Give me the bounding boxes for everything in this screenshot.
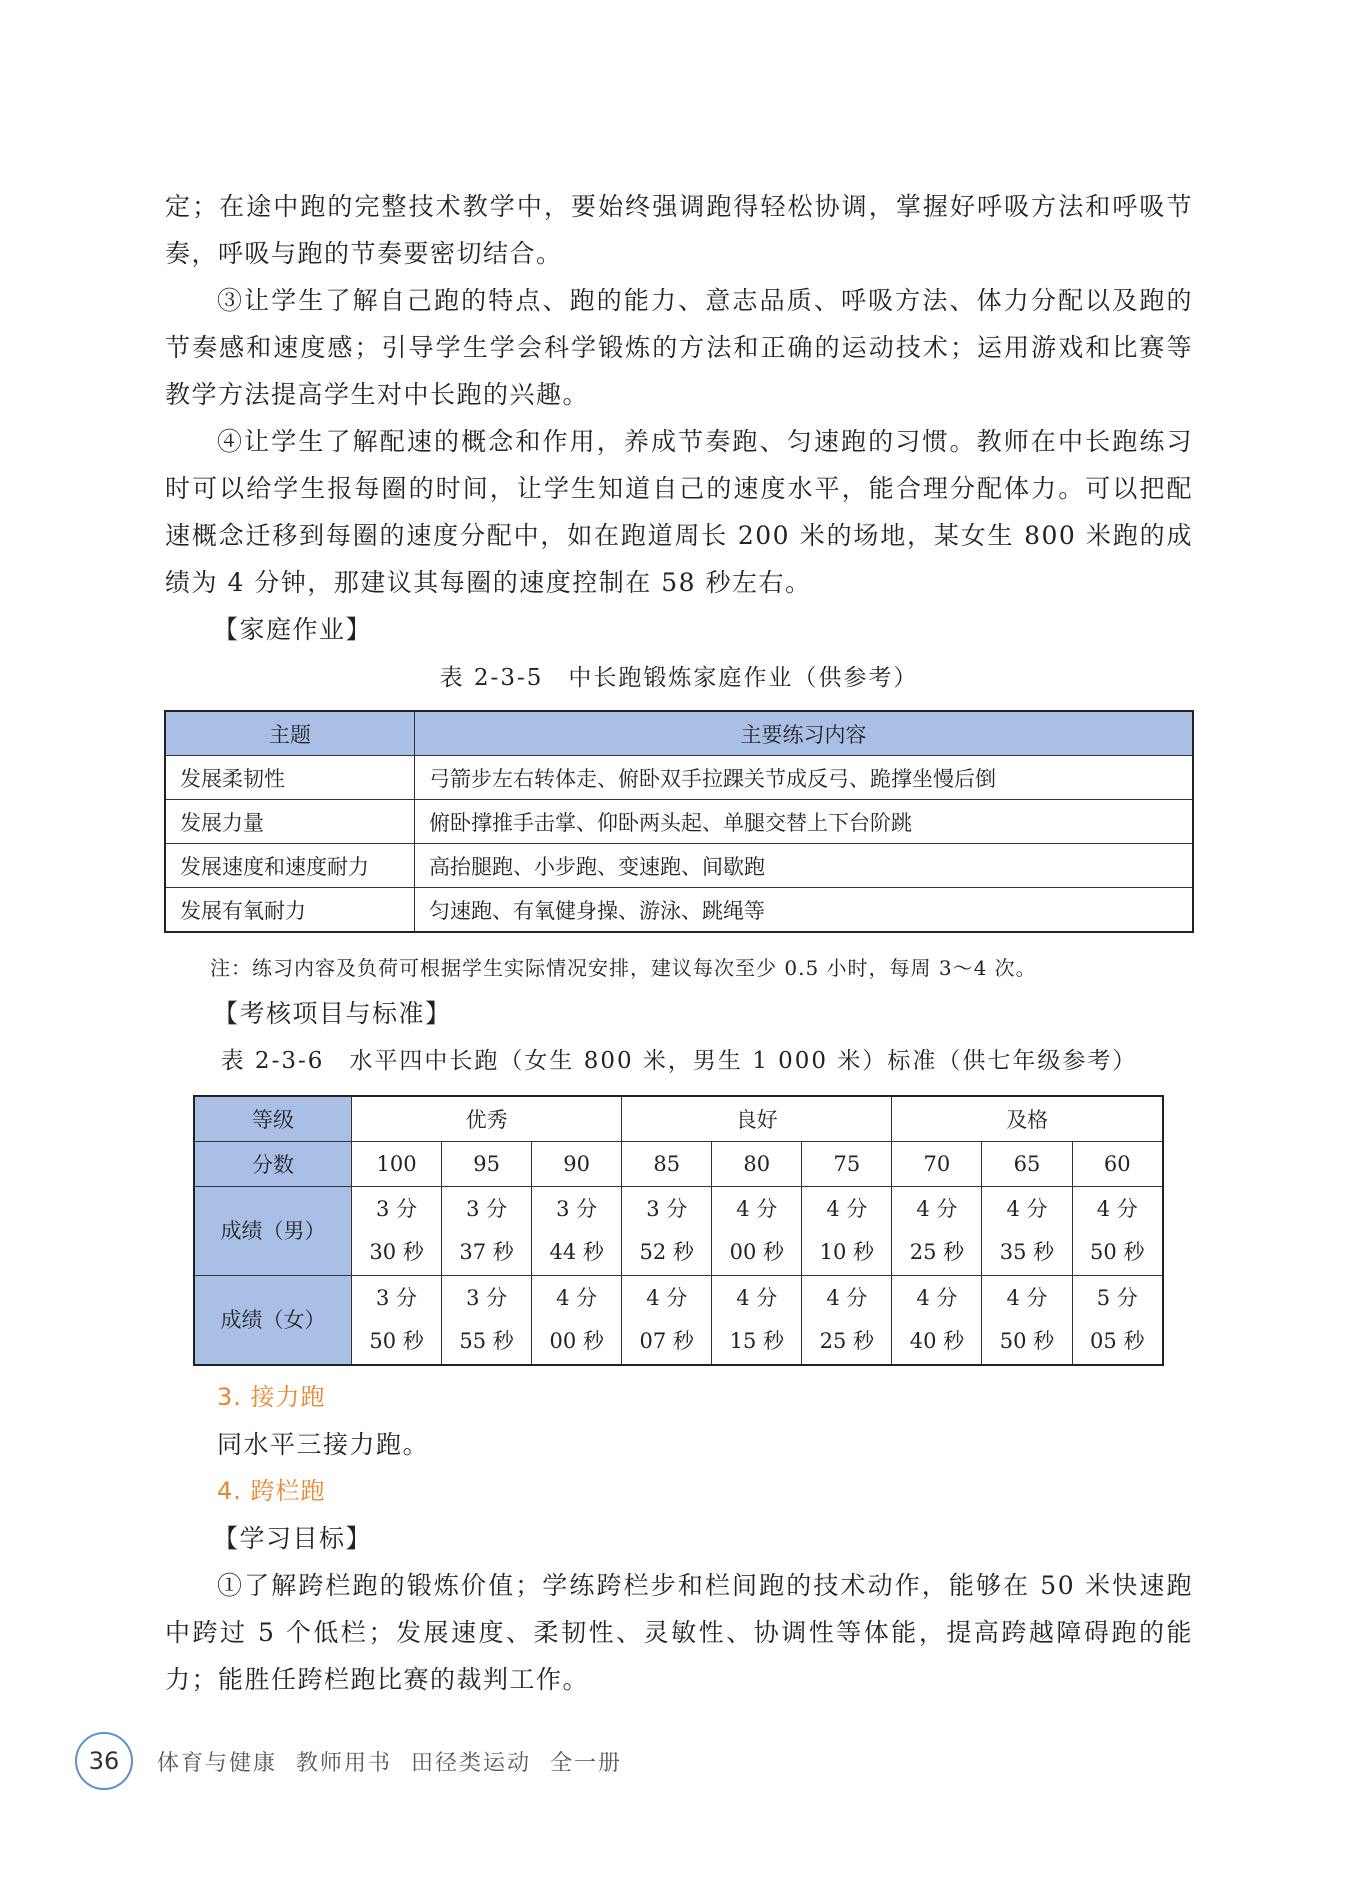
time-min: 4 分 (916, 1286, 958, 1310)
row-content: 弓箭步左右转体走、俯卧双手拉踝关节成反弓、跪撑坐慢后倒 (415, 756, 1194, 800)
time-cell (802, 1187, 892, 1276)
time-sec: 05 秒 (1090, 1329, 1145, 1353)
table-header-row (165, 711, 1193, 756)
score-cell: 80 (712, 1142, 802, 1187)
time-min: 4 分 (1096, 1197, 1138, 1221)
time-cell (982, 1276, 1072, 1366)
score-cell: 85 (622, 1142, 712, 1187)
row-topic: 发展速度和速度耐力 (165, 844, 415, 888)
row-topic: 发展柔韧性 (165, 756, 415, 800)
grade-excellent: 优秀 (352, 1096, 622, 1142)
time-sec: 00 秒 (549, 1329, 604, 1353)
assessment-heading: 【考核项目与标准】 (213, 999, 452, 1028)
hurdle-heading: 4. 跨栏跑 (217, 1477, 326, 1505)
time-cell (1072, 1187, 1163, 1276)
row-topic: 发展力量 (165, 800, 415, 844)
paragraph-goal-4: ④让学生了解配速的概念和作用，养成节奏跑、匀速跑的习惯。教师在中长跑练习时可以给学生报每圈的时间，让学生知道自己的速度水平，能合理分配体力。可以把配速概念迁移到每圈的速度分配中，如在跑道周长 200 米的场地，某女生 800 米跑的成绩为 4 分钟，那建议其每圈的速度控制在 58 秒左右。 (165, 427, 1193, 597)
time-cell (532, 1276, 622, 1366)
grade-label: 等级 (194, 1096, 352, 1142)
time-sec: 50 秒 (1090, 1240, 1145, 1264)
time-cell (352, 1187, 442, 1276)
time-sec: 37 秒 (459, 1240, 514, 1264)
time-cell (622, 1276, 712, 1366)
time-sec: 35 秒 (999, 1240, 1055, 1264)
female-row (194, 1276, 1163, 1366)
time-sec: 30 秒 (369, 1240, 424, 1264)
footer (75, 1732, 622, 1790)
homework-heading: 【家庭作业】 (213, 615, 373, 644)
time-sec: 40 秒 (909, 1329, 965, 1353)
paragraph-hurdle-goal: ①了解跨栏跑的锻炼价值；学练跨栏步和栏间跑的技术动作，能够在 50 米快速跑中跨过 5 个低栏；发展速度、柔韧性、灵敏性、协调性等体能，提高跨越障碍跑的能力；能胜任跨栏跑比赛的裁判工作。 (165, 1571, 1193, 1694)
male-row (194, 1187, 1163, 1276)
time-min: 3 分 (376, 1197, 418, 1221)
time-sec: 15 秒 (729, 1329, 784, 1353)
table2-caption: 表 2-3-6 水平四中长跑（女生 800 米，男生 1 000 米）标准（供七年级参考） (220, 1048, 1138, 1074)
table-row (165, 756, 1193, 800)
time-min: 4 分 (826, 1286, 868, 1310)
score-label: 分数 (194, 1142, 352, 1187)
book-title: 体育与健康 教师用书 田径类运动 全一册 (157, 1750, 622, 1776)
time-min: 4 分 (736, 1197, 778, 1221)
page-number: 36 (75, 1732, 133, 1790)
time-cell (352, 1276, 442, 1366)
time-cell (892, 1276, 982, 1366)
time-sec: 07 秒 (639, 1329, 694, 1353)
header-topic: 主题 (165, 711, 415, 756)
table-row (165, 800, 1193, 844)
table-row (165, 844, 1193, 888)
table1-note: 注：练习内容及负荷可根据学生实际情况安排，建议每次至少 0.5 小时，每周 3～4 次。 (210, 956, 1037, 980)
time-sec: 25 秒 (819, 1329, 875, 1353)
time-cell (622, 1187, 712, 1276)
time-sec: 52 秒 (639, 1240, 694, 1264)
time-cell (892, 1187, 982, 1276)
header-content: 主要练习内容 (415, 711, 1194, 756)
time-cell (712, 1187, 802, 1276)
time-min: 3 分 (466, 1286, 508, 1310)
time-cell (442, 1276, 532, 1366)
grade-row (194, 1096, 1163, 1142)
table-row (165, 888, 1193, 933)
paragraph-breathing: 定；在途中跑的完整技术教学中，要始终强调跑得轻松协调，掌握好呼吸方法和呼吸节奏，呼吸与跑的节奏要密切结合。 (165, 192, 1193, 268)
row-content: 高抬腿跑、小步跑、变速跑、间歇跑 (415, 844, 1194, 888)
time-cell (442, 1187, 532, 1276)
time-min: 4 分 (646, 1286, 688, 1310)
time-cell (982, 1187, 1072, 1276)
paragraph-goal-3: ③让学生了解自己跑的特点、跑的能力、意志品质、呼吸方法、体力分配以及跑的节奏感和速度感；引导学生学会科学锻炼的方法和正确的运动技术；运用游戏和比赛等教学方法提高学生对中长跑的兴趣。 (165, 286, 1193, 409)
score-cell: 70 (892, 1142, 982, 1187)
score-cell: 60 (1072, 1142, 1163, 1187)
time-min: 4 分 (916, 1197, 958, 1221)
score-cell: 100 (352, 1142, 442, 1187)
time-sec: 44 秒 (549, 1240, 604, 1264)
time-min: 4 分 (1006, 1286, 1048, 1310)
time-sec: 55 秒 (459, 1329, 514, 1353)
relay-heading: 3. 接力跑 (217, 1383, 326, 1411)
time-min: 3 分 (556, 1197, 598, 1221)
time-min: 5 分 (1096, 1286, 1138, 1310)
time-min: 4 分 (556, 1286, 598, 1310)
score-cell: 95 (442, 1142, 532, 1187)
row-content: 匀速跑、有氧健身操、游泳、跳绳等 (415, 888, 1194, 933)
score-cell: 65 (982, 1142, 1072, 1187)
time-cell (1072, 1276, 1163, 1366)
time-sec: 10 秒 (819, 1240, 875, 1264)
time-min: 4 分 (1006, 1197, 1048, 1221)
time-min: 3 分 (466, 1197, 508, 1221)
score-cell: 75 (802, 1142, 892, 1187)
time-sec: 50 秒 (369, 1329, 424, 1353)
row-topic: 发展有氧耐力 (165, 888, 415, 933)
time-sec: 50 秒 (999, 1329, 1055, 1353)
grade-pass: 及格 (892, 1096, 1163, 1142)
male-label: 成绩（男） (194, 1187, 352, 1276)
grade-good: 良好 (622, 1096, 892, 1142)
score-row (194, 1142, 1163, 1187)
homework-table (164, 710, 1194, 933)
time-min: 3 分 (646, 1197, 688, 1221)
time-cell (532, 1187, 622, 1276)
time-min: 4 分 (736, 1286, 778, 1310)
time-cell (712, 1276, 802, 1366)
time-cell (802, 1276, 892, 1366)
time-sec: 25 秒 (909, 1240, 965, 1264)
table1-caption: 表 2-3-5 中长跑锻炼家庭作业（供参考） (439, 665, 919, 691)
goal-heading: 【学习目标】 (213, 1524, 373, 1553)
time-min: 4 分 (826, 1197, 868, 1221)
time-min: 3 分 (376, 1286, 418, 1310)
standards-table (193, 1095, 1164, 1366)
female-label: 成绩（女） (194, 1276, 352, 1366)
time-sec: 00 秒 (729, 1240, 784, 1264)
relay-text: 同水平三接力跑。 (217, 1430, 430, 1459)
row-content: 俯卧撑推手击掌、仰卧两头起、单腿交替上下台阶跳 (415, 800, 1194, 844)
score-cell: 90 (532, 1142, 622, 1187)
